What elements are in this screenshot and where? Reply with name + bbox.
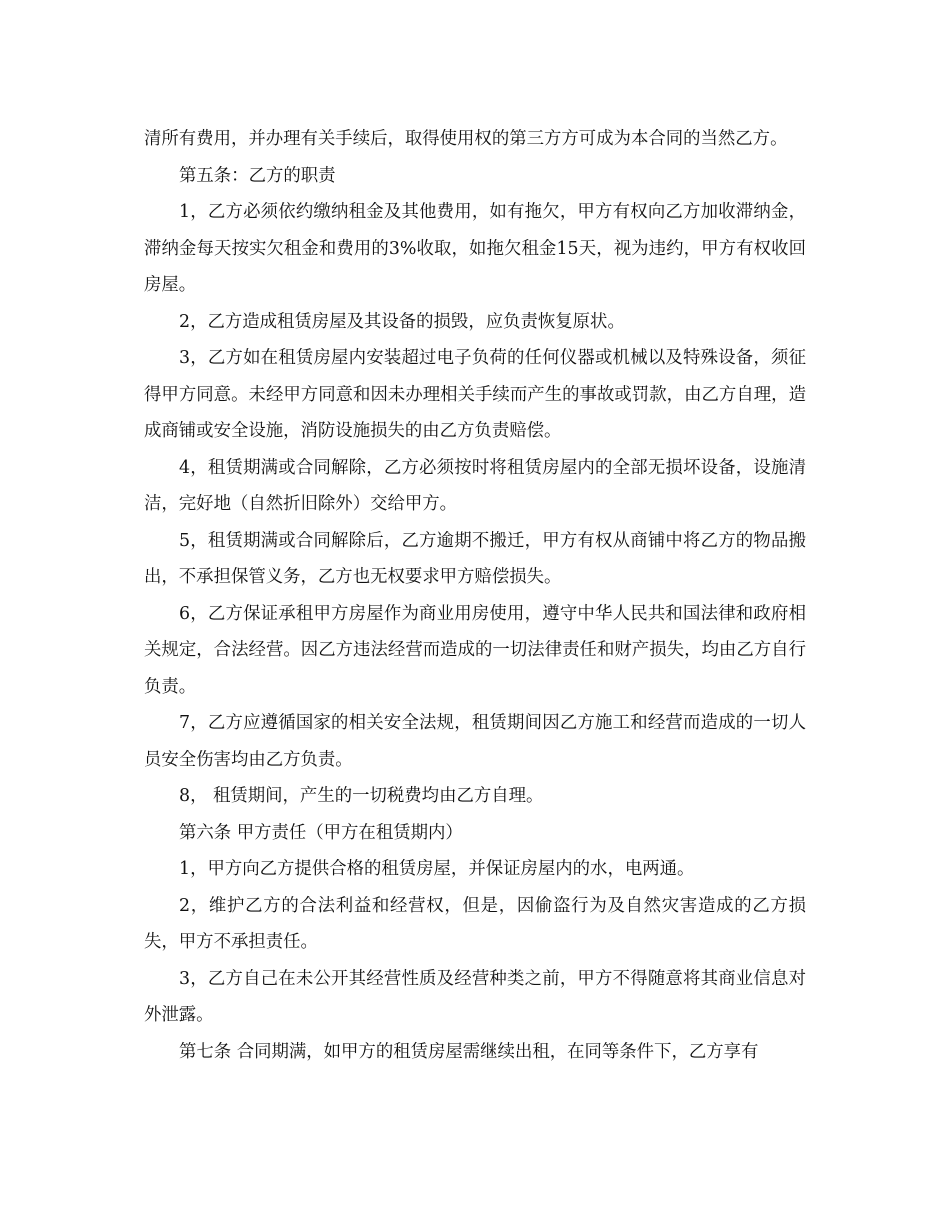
paragraph-continuation: 清所有费用，并办理有关手续后，取得使用权的第三方方可成为本合同的当然乙方。 bbox=[144, 129, 788, 149]
article-6-clause-3: 3，乙方自己在未公开其经营性质及经营种类之前，甲方不得随意将其商业信息对外泄露。 bbox=[144, 968, 806, 1025]
article-5-clause-7: 7，乙方应遵循国家的相关安全法规，租赁期间因乙方施工和经营而造成的一切人员安全伤害均由乙方负责。 bbox=[144, 713, 806, 770]
contract-body bbox=[144, 121, 806, 1070]
article-5-clause-1: 1，乙方必须依约缴纳租金及其他费用，如有拖欠，甲方有权向乙方加收滞纳金，滞纳金每天按实欠租金和费用的3%收取，如拖欠租金15天，视为违约，甲方有权收回房屋。 bbox=[144, 202, 806, 295]
article-6-heading: 第六条 甲方责任（甲方在租赁期内） bbox=[179, 822, 463, 843]
article-7-heading: 第七条 合同期满，如甲方的租赁房屋需继续出租，在同等条件下，乙方享有 bbox=[179, 1041, 759, 1062]
article-5-clause-3: 3，乙方如在租赁房屋内安装超过电子负荷的任何仪器或机械以及特殊设备，须征得甲方同意。未经甲方同意和因未办理相关手续而产生的事故或罚款，由乙方自理，造成商铺或安全设施，消防设施损失的由乙方负责赔偿。 bbox=[144, 348, 806, 441]
article-5-clause-4: 4，租赁期满或合同解除，乙方必须按时将租赁房屋内的全部无损坏设备，设施清洁，完好地（自然折旧除外）交给甲方。 bbox=[144, 457, 806, 514]
article-5-clause-2: 2，乙方造成租赁房屋及其设备的损毁，应负责恢复原状。 bbox=[179, 311, 625, 332]
article-5-heading: 第五条：乙方的职责 bbox=[179, 165, 336, 186]
article-6-clause-2: 2，维护乙方的合法利益和经营权，但是，因偷盗行为及自然灾害造成的乙方损失，甲方不承担责任。 bbox=[144, 895, 806, 952]
article-5-clause-6: 6，乙方保证承租甲方房屋作为商业用房使用，遵守中华人民共和国法律和政府相关规定，合法经营。因乙方违法经营而造成的一切法律责任和财产损失，均由乙方自行负责。 bbox=[144, 603, 806, 697]
article-6-clause-1: 1，甲方向乙方提供合格的租赁房屋，并保证房屋内的水，电两通。 bbox=[179, 859, 695, 879]
article-5-clause-8: 8， 租赁期间，产生的一切税费均由乙方自理。 bbox=[179, 786, 544, 806]
article-5-clause-5: 5，租赁期满或合同解除后，乙方逾期不搬迁，甲方有权从商铺中将乙方的物品搬出，不承担保管义务，乙方也无权要求甲方赔偿损失。 bbox=[144, 530, 806, 587]
